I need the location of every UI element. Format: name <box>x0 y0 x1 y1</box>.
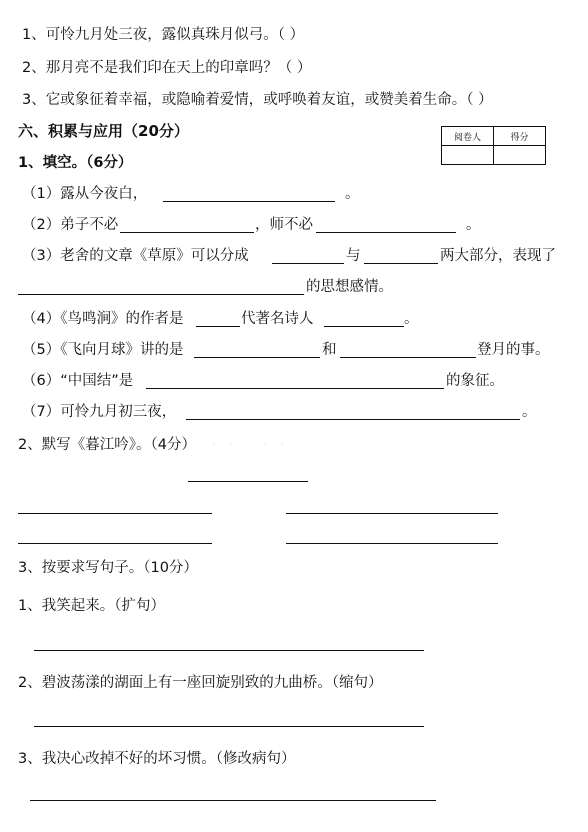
fill-blank-4a[interactable] <box>196 326 240 327</box>
answer-line-1[interactable] <box>34 650 424 651</box>
fill-blank-1[interactable] <box>163 201 335 202</box>
fill-item-2-mid: ，师不必 <box>255 217 313 233</box>
fill-item-5-suffix: 登月的事。 <box>477 342 550 358</box>
dictation-heading: 2、默写《暮江吟》。（4分） <box>18 437 196 453</box>
fill-item-4-suffix: 。 <box>404 311 419 327</box>
fill-blank-2a[interactable] <box>120 232 254 233</box>
poem-line-4[interactable] <box>286 543 498 544</box>
fill-item-4-prefix: （4）《鸟鸣涧》的作者是 <box>22 311 184 327</box>
fill-heading: 1、填空。（6分） <box>18 155 133 171</box>
fill-item-6-prefix: （6）“中国结”是 <box>22 373 134 389</box>
judge-item-3: 3、它或象征着幸福，或隐喻着爱情，或呼唤着友谊，或赞美着生命。（ ） <box>22 92 493 108</box>
sentences-heading: 3、按要求写句子。（10分） <box>18 560 198 576</box>
fill-item-7-suffix: 。 <box>522 404 537 420</box>
fill-item-1-prefix: （1）露从今夜白， <box>22 186 148 202</box>
fill-item-1-suffix: 。 <box>345 186 360 202</box>
answer-line-2[interactable] <box>34 726 424 727</box>
fill-blank-3c[interactable] <box>18 294 304 295</box>
sentence-task-3: 3、我决心改掉不好的坏习惯。（修改病句） <box>18 751 296 767</box>
fill-blank-7[interactable] <box>186 419 520 420</box>
poem-line-2[interactable] <box>286 513 498 514</box>
fill-blank-3a[interactable] <box>272 263 344 264</box>
section-title: 六、积累与应用（20分） <box>18 122 189 140</box>
fill-item-3-mid: 两大部分，表现了 <box>440 248 556 264</box>
fill-blank-6[interactable] <box>146 388 444 389</box>
poem-title-line[interactable] <box>188 481 308 482</box>
fill-item-5-prefix: （5）《飞向月球》讲的是 <box>22 342 184 358</box>
faint-watermark-dots: ····· <box>212 440 298 451</box>
fill-item-6-suffix: 的象征。 <box>446 373 504 389</box>
poem-line-1[interactable] <box>18 513 212 514</box>
poem-line-3[interactable] <box>18 543 212 544</box>
fill-blank-4b[interactable] <box>324 326 404 327</box>
fill-item-4-mid: 代著名诗人 <box>241 311 314 327</box>
grader-label: 阅卷人 <box>442 127 494 146</box>
fill-item-5-mid: 和 <box>322 342 337 358</box>
grader-cell[interactable] <box>442 146 494 165</box>
judge-item-1: 1、可怜九月处三夜，露似真珠月似弓。（ ） <box>22 27 305 43</box>
sentence-task-1: 1、我笑起来。（扩句） <box>18 598 165 614</box>
fill-item-7-prefix: （7）可怜九月初三夜， <box>22 404 177 420</box>
fill-item-3-and: 与 <box>346 248 361 264</box>
fill-item-2-suffix: 。 <box>466 217 481 233</box>
answer-line-3[interactable] <box>30 800 436 801</box>
fill-blank-2b[interactable] <box>316 232 456 233</box>
fill-blank-5a[interactable] <box>194 357 320 358</box>
fill-blank-5b[interactable] <box>340 357 476 358</box>
score-table <box>441 126 546 165</box>
score-label: 得分 <box>494 127 546 146</box>
fill-item-2-prefix: （2）弟子不必 <box>22 217 119 233</box>
fill-item-3-prefix: （3）老舍的文章《草原》可以分成 <box>22 248 249 264</box>
fill-blank-3b[interactable] <box>364 263 438 264</box>
judge-item-2: 2、那月亮不是我们印在天上的印章吗？（ ） <box>22 60 312 76</box>
score-cell[interactable] <box>494 146 546 165</box>
sentence-task-2: 2、碧波荡漾的湖面上有一座回旋别致的九曲桥。（缩句） <box>18 675 383 691</box>
fill-item-3-suffix: 的思想感情。 <box>306 279 393 295</box>
